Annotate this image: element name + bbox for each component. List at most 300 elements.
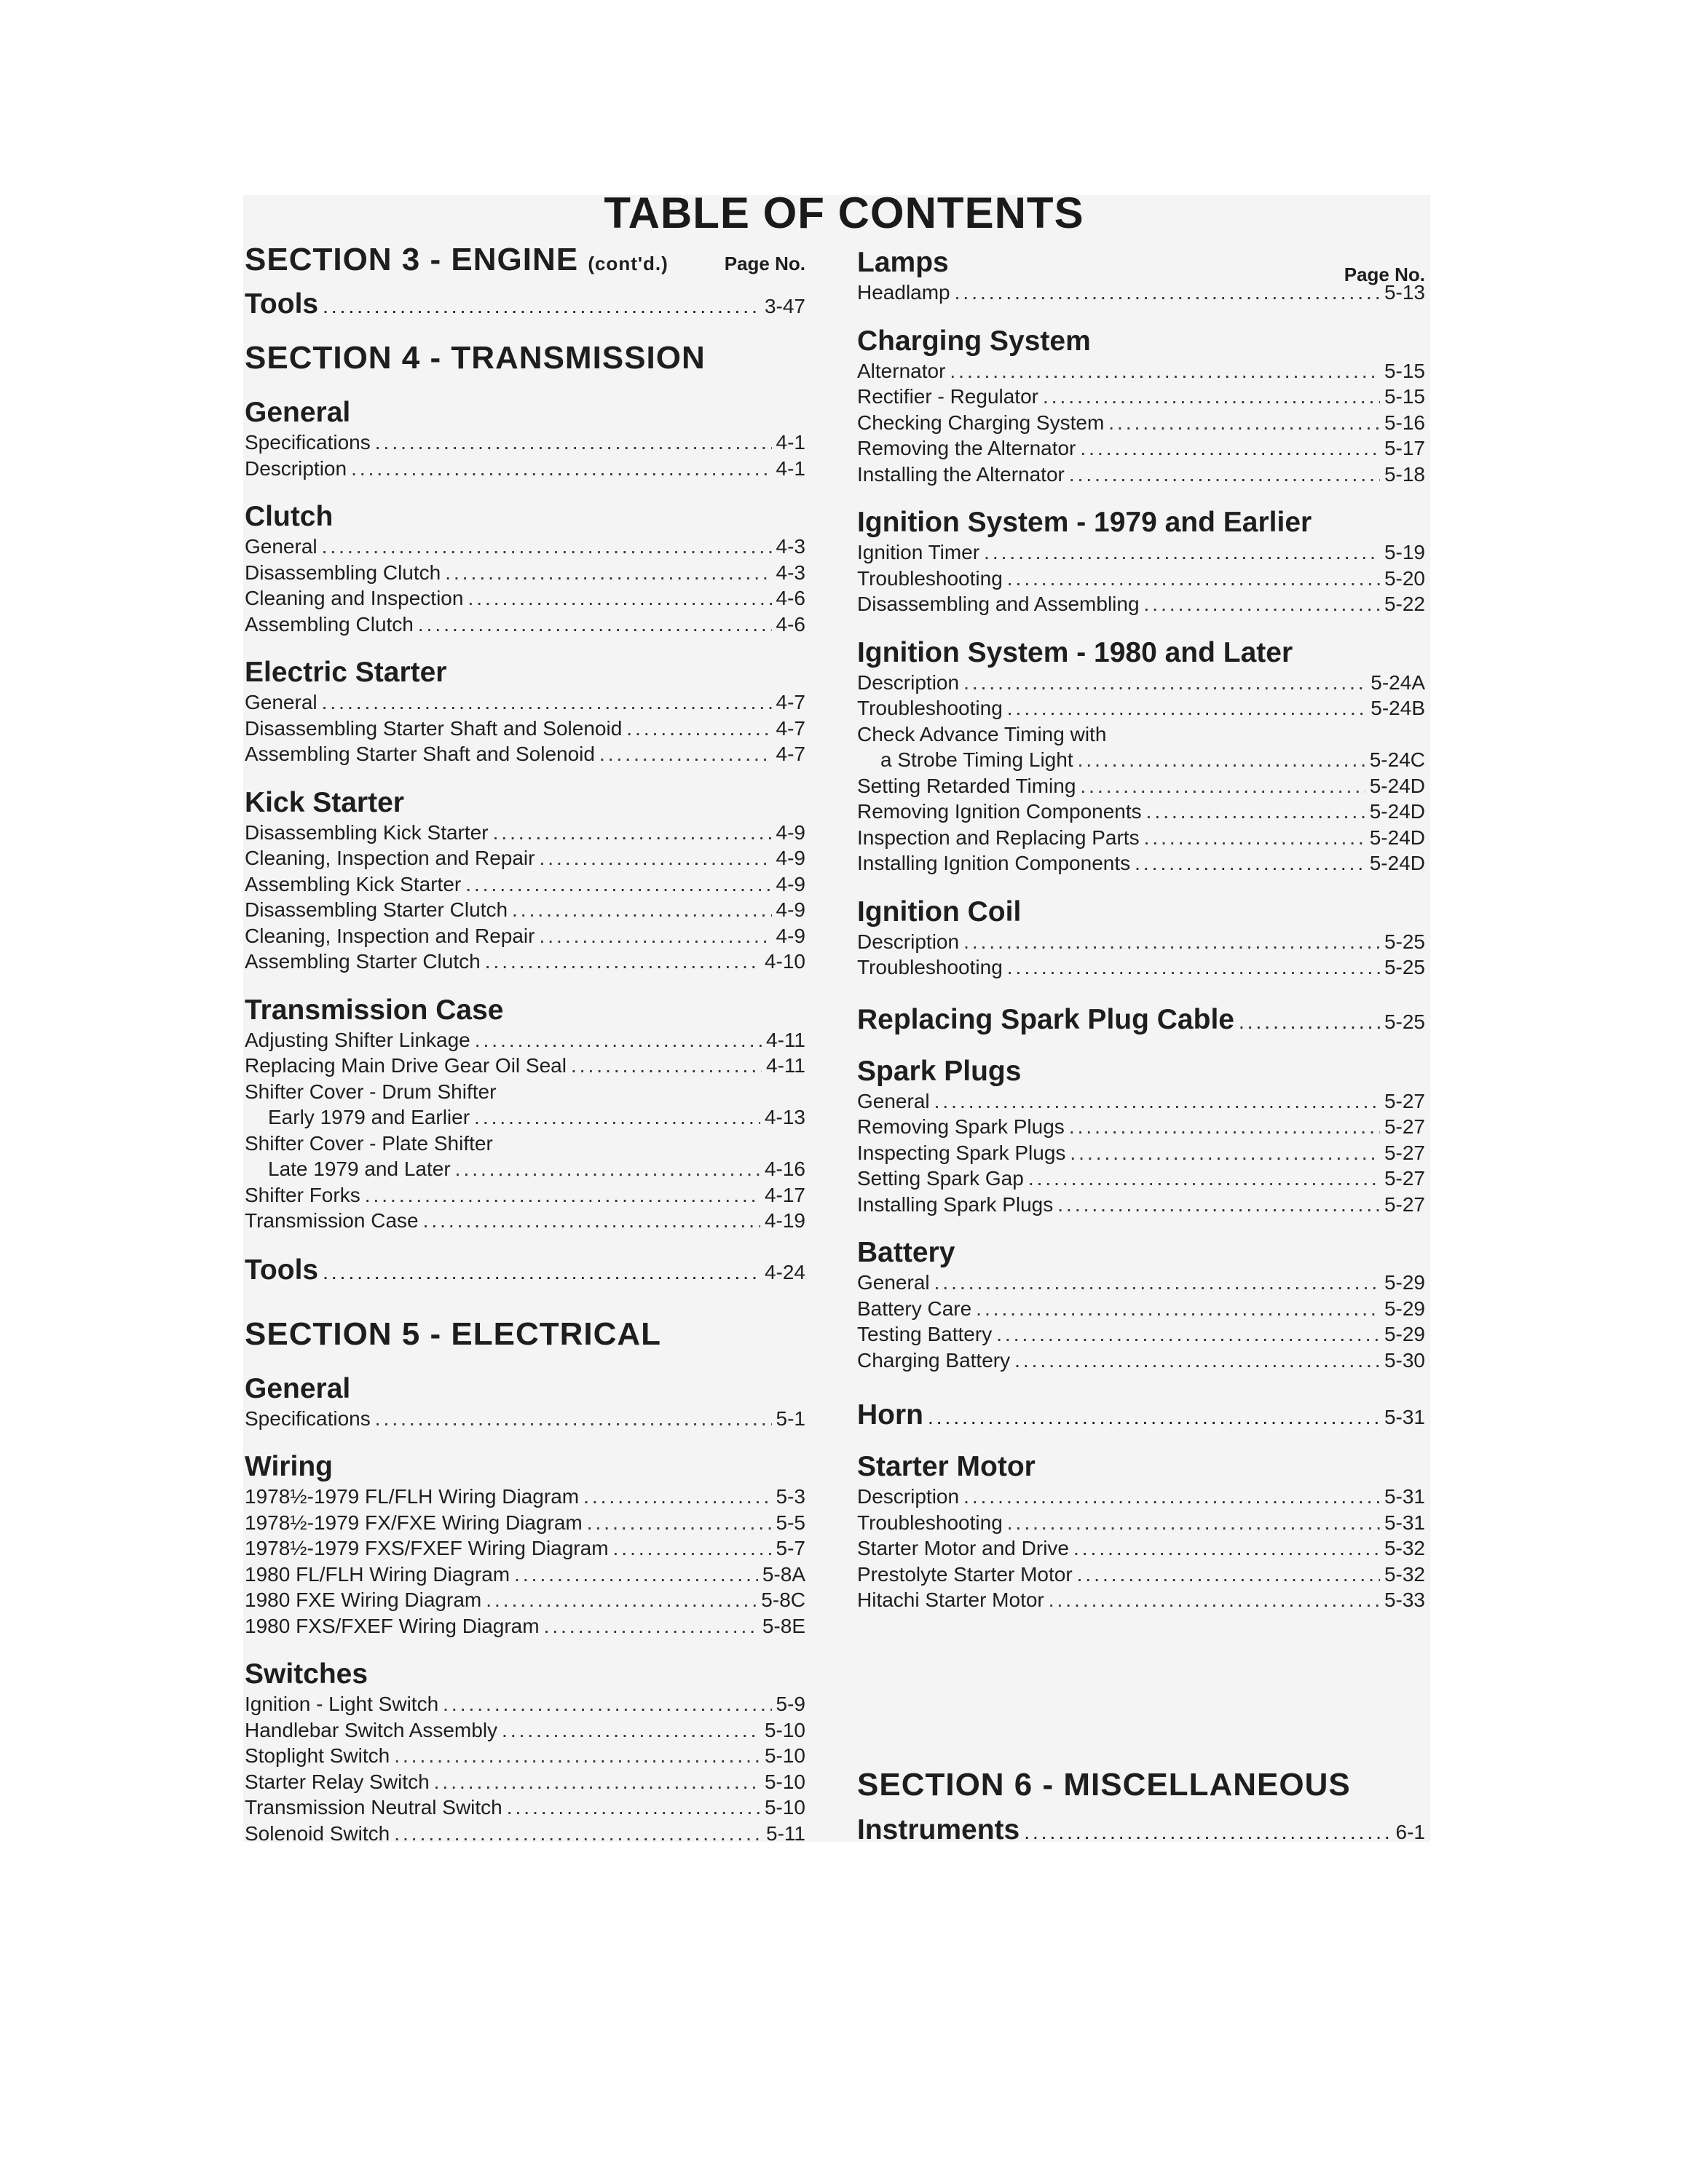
- toc-entry-label: Specifications: [245, 1406, 371, 1430]
- toc-entry[interactable]: [857, 1088, 1425, 1115]
- leader-dots: [963, 929, 1380, 955]
- toc-entry-label: Disassembling Starter Clutch: [245, 898, 508, 921]
- toc-entry[interactable]: [245, 1691, 805, 1717]
- toc-entry-page: 5-27: [1384, 1141, 1425, 1164]
- toc-entry-label: Replacing Main Drive Gear Oil Seal: [245, 1054, 567, 1077]
- toc-entry[interactable]: [857, 799, 1425, 825]
- leader-dots: [1135, 850, 1365, 877]
- leader-dots: [963, 1484, 1380, 1510]
- leader-dots: [1146, 799, 1365, 825]
- toc-entry[interactable]: [857, 1270, 1425, 1296]
- toc-entry-label: 1978½-1979 FXS/FXEF Wiring Diagram: [245, 1537, 609, 1559]
- toc-entry-label: Transmission Case: [245, 1209, 419, 1232]
- group-title: Ignition Coil: [857, 895, 1022, 927]
- toc-entry-page: 5-15: [1384, 385, 1425, 408]
- leader-dots: [996, 1321, 1380, 1348]
- toc-entry-label: Early 1979 and Earlier: [268, 1106, 470, 1128]
- leader-dots: [1014, 1348, 1380, 1374]
- toc-entry-label: Shifter Cover - Drum Shifter: [245, 1080, 497, 1103]
- group-title: Kick Starter: [245, 786, 404, 818]
- toc-entry-label: Removing the Alternator: [857, 437, 1076, 459]
- leader-dots: [493, 820, 772, 846]
- toc-entry[interactable]: [857, 1114, 1425, 1140]
- toc-entry-spark-plug-cable[interactable]: [857, 1004, 1425, 1036]
- leader-dots: [455, 1156, 760, 1182]
- toc-entry[interactable]: [857, 1296, 1425, 1322]
- leader-dots: [514, 1562, 758, 1588]
- toc-entry-label: General: [857, 1089, 930, 1112]
- leader-dots: [322, 534, 772, 560]
- toc-entry-label: Disassembling Kick Starter: [245, 820, 489, 844]
- toc-entry[interactable]: [245, 1821, 805, 1847]
- toc-entry-label: 1980 FL/FLH Wiring Diagram: [245, 1562, 510, 1586]
- toc-entry[interactable]: [245, 820, 805, 846]
- leader-dots: [323, 1261, 760, 1284]
- toc-entry-page: 5-24B: [1370, 697, 1425, 719]
- leader-dots: [1080, 435, 1380, 462]
- leader-dots: [394, 1743, 760, 1769]
- toc-entry-page: 4-3: [776, 535, 805, 558]
- toc-entry[interactable]: [245, 716, 805, 742]
- toc-entry[interactable]: [245, 534, 805, 560]
- toc-entry-page: 5-8E: [762, 1614, 805, 1637]
- toc-entry[interactable]: [857, 695, 1425, 721]
- leader-dots: [1080, 773, 1365, 799]
- toc-entry-page: 5-33: [1384, 1588, 1425, 1611]
- leader-dots: [1239, 1010, 1380, 1034]
- toc-entry[interactable]: [857, 670, 1425, 696]
- toc-entry-page: 5-27: [1384, 1115, 1425, 1138]
- toc-entry-label: Battery Care: [857, 1297, 972, 1320]
- toc-entry-instruments[interactable]: [857, 1814, 1425, 1846]
- toc-entry[interactable]: [245, 612, 805, 638]
- group-title: Clutch: [245, 501, 334, 532]
- toc-entry[interactable]: [245, 1510, 805, 1536]
- toc-entry-label: Description: [857, 1485, 960, 1508]
- toc-entry-page: 5-31: [1384, 1511, 1425, 1534]
- toc-entry[interactable]: [857, 929, 1425, 955]
- leader-dots: [984, 539, 1380, 566]
- toc-entry[interactable]: [245, 1156, 805, 1182]
- toc-entry[interactable]: [245, 456, 805, 482]
- toc-entry[interactable]: [245, 897, 805, 923]
- toc-entry-label: Setting Spark Gap: [857, 1167, 1024, 1190]
- toc-entry[interactable]: [857, 1562, 1425, 1588]
- toc-entry-page: 4-6: [776, 587, 805, 609]
- right-column: [857, 246, 1425, 1846]
- page-no-label: Page No.: [1344, 264, 1425, 285]
- toc-entry-label: Installing the Alternator: [857, 462, 1065, 486]
- toc-entry-label: Shifter Forks: [245, 1183, 360, 1206]
- toc-entry[interactable]: [857, 1535, 1425, 1562]
- leader-dots: [544, 1613, 758, 1639]
- leader-dots: [365, 1182, 760, 1208]
- toc-entry-label: Cleaning, Inspection and Repair: [245, 847, 535, 869]
- toc-entry-page: 5-24D: [1369, 800, 1425, 823]
- toc-entry-label: Late 1979 and Later: [268, 1158, 451, 1180]
- toc-entry[interactable]: [857, 435, 1425, 462]
- leader-dots: [434, 1769, 760, 1795]
- toc-entry-label: Installing Ignition Components: [857, 852, 1131, 874]
- toc-entry-page: 4-1: [776, 431, 805, 454]
- toc-entry-label: General: [857, 1271, 930, 1294]
- toc-entry[interactable]: [857, 566, 1425, 592]
- toc-entry-label: Removing Ignition Components: [857, 800, 1142, 823]
- toc-entry-page: 4-19: [764, 1209, 805, 1232]
- toc-entry-page: 4-9: [776, 820, 805, 844]
- toc-entry[interactable]: [245, 1131, 805, 1157]
- leader-dots: [474, 1104, 760, 1131]
- section-5-groups: [245, 1372, 805, 1847]
- toc-entry-label: Alternator: [857, 359, 946, 382]
- leader-dots: [626, 716, 771, 742]
- toc-entry[interactable]: [857, 1192, 1425, 1218]
- leader-dots: [375, 430, 772, 456]
- toc-entry-page: 4-1: [776, 456, 805, 480]
- toc-entry-page: 5-18: [1384, 462, 1425, 486]
- toc-entry-page: 5-27: [1384, 1167, 1425, 1190]
- leader-dots: [323, 295, 760, 318]
- toc-entry-page: 4-9: [776, 872, 805, 895]
- toc-entry-page: 6-1: [1395, 1820, 1425, 1843]
- toc-entry-page: 5-24D: [1369, 774, 1425, 797]
- toc-entry[interactable]: [857, 591, 1425, 617]
- leader-dots: [512, 897, 772, 923]
- leader-dots: [1144, 591, 1380, 617]
- toc-entry-label: Troubleshooting: [857, 566, 1003, 590]
- leader-dots: [1043, 384, 1380, 410]
- toc-entry-label: Charging Battery: [857, 1348, 1011, 1372]
- toc-entry-page: 4-7: [776, 716, 805, 740]
- group-title: Electric Starter: [245, 657, 447, 688]
- right-groups-3: [857, 1450, 1425, 1613]
- toc-entry[interactable]: [245, 1717, 805, 1744]
- toc-entry-label: Troubleshooting: [857, 1511, 1003, 1534]
- group-title: Ignition System - 1979 and Earlier: [857, 507, 1312, 538]
- toc-entry[interactable]: [245, 1053, 805, 1079]
- toc-entry-page: 5-16: [1384, 411, 1425, 434]
- leader-dots: [507, 1795, 760, 1821]
- toc-entry-label: Specifications: [245, 431, 371, 454]
- page-title: TABLE OF CONTENTS: [604, 189, 1084, 237]
- leader-dots: [1049, 1587, 1380, 1613]
- toc-entry-label: Starter Motor and Drive: [857, 1537, 1069, 1559]
- toc-entry-page: 5-3: [776, 1485, 805, 1508]
- leader-dots: [445, 560, 771, 586]
- toc-entry[interactable]: [245, 1535, 805, 1562]
- toc-entry-label: Solenoid Switch: [245, 1821, 390, 1845]
- toc-entry-page: 4-7: [776, 691, 805, 713]
- toc-entry-label: Cleaning, Inspection and Repair: [245, 924, 535, 947]
- toc-entry[interactable]: [857, 1510, 1425, 1536]
- toc-entry[interactable]: [245, 430, 805, 456]
- toc-entry-page: 5-32: [1384, 1537, 1425, 1559]
- toc-entry[interactable]: [857, 747, 1425, 773]
- toc-entry-page: 5-11: [766, 1821, 805, 1845]
- toc-entry[interactable]: [857, 539, 1425, 566]
- leader-dots: [928, 1406, 1380, 1429]
- toc-entry-page: 5-29: [1384, 1323, 1425, 1345]
- toc-entry[interactable]: [245, 845, 805, 871]
- toc-entry[interactable]: [857, 1321, 1425, 1348]
- leader-dots: [418, 612, 772, 638]
- group-title: Wiring: [245, 1451, 333, 1482]
- leader-dots: [539, 845, 771, 871]
- toc-entry-page: 4-17: [764, 1183, 805, 1206]
- leader-dots: [351, 456, 771, 482]
- toc-entry-label: Prestolyte Starter Motor: [857, 1562, 1073, 1586]
- leader-dots: [1007, 695, 1367, 721]
- leader-dots: [423, 1208, 760, 1234]
- group-title: Switches: [245, 1658, 368, 1690]
- toc-entry-label: General: [245, 691, 318, 713]
- leader-dots: [1007, 1510, 1380, 1536]
- toc-entry-page: 5-30: [1384, 1348, 1425, 1372]
- toc-entry-label: Inspection and Replacing Parts: [857, 826, 1140, 849]
- toc-entry-label: Disassembling Starter Shaft and Solenoid: [245, 716, 623, 740]
- toc-entry-label: Inspecting Spark Plugs: [857, 1141, 1066, 1164]
- leader-dots: [443, 1691, 771, 1717]
- toc-entry[interactable]: [245, 1027, 805, 1053]
- toc-entry[interactable]: [245, 1406, 805, 1432]
- toc-entry-label: Horn: [857, 1399, 923, 1431]
- group-title: General: [245, 397, 351, 428]
- toc-entry-label: Stoplight Switch: [245, 1744, 390, 1767]
- toc-entry-page: 5-20: [1384, 566, 1425, 590]
- toc-entry-label: Cleaning and Inspection: [245, 587, 464, 609]
- leader-dots: [1069, 1114, 1380, 1140]
- toc-entry-label: Hitachi Starter Motor: [857, 1588, 1044, 1611]
- toc-entry-label: Tools: [245, 1254, 319, 1286]
- toc-entry-tools-3[interactable]: [245, 288, 805, 320]
- toc-entry-label: Disassembling Clutch: [245, 561, 441, 584]
- toc-entry-label: Transmission Neutral Switch: [245, 1796, 502, 1819]
- group-title: Charging System: [857, 325, 1091, 357]
- toc-entry[interactable]: [857, 1484, 1425, 1510]
- toc-entry-label: Handlebar Switch Assembly: [245, 1718, 498, 1741]
- leader-dots: [963, 670, 1366, 696]
- right-groups-1: [857, 246, 1425, 981]
- leader-dots: [1007, 954, 1380, 981]
- leader-dots: [583, 1484, 771, 1510]
- section-3-contd: (cont'd.): [588, 253, 669, 274]
- toc-entry-page: 4-9: [776, 924, 805, 947]
- toc-entry[interactable]: [245, 741, 805, 767]
- section-4-groups: [245, 396, 805, 1234]
- group-title: Spark Plugs: [857, 1055, 1022, 1087]
- leader-dots: [934, 1088, 1380, 1115]
- toc-entry-label: Headlamp: [857, 281, 950, 304]
- toc-entry-label: General: [245, 535, 318, 558]
- toc-entry-label: Starter Relay Switch: [245, 1770, 430, 1793]
- group-title: General: [245, 1372, 351, 1404]
- toc-entry-label: Check Advance Timing with: [857, 722, 1107, 745]
- leader-dots: [486, 1587, 757, 1613]
- toc-entry-label: Rectifier - Regulator: [857, 385, 1038, 408]
- toc-entry-page: 5-27: [1384, 1089, 1425, 1112]
- toc-entry[interactable]: [245, 689, 805, 716]
- toc-entry-label: Ignition Timer: [857, 541, 980, 563]
- toc-entry-page: 5-15: [1384, 359, 1425, 382]
- toc-entry-page: 5-32: [1384, 1562, 1425, 1586]
- toc-entry-label: Description: [857, 670, 960, 694]
- toc-entry-page: 4-11: [766, 1054, 805, 1077]
- toc-entry-page: 4-9: [776, 847, 805, 869]
- section-3-title-text: SECTION 3 - ENGINE: [245, 242, 579, 277]
- toc-entry[interactable]: [857, 825, 1425, 851]
- toc-entry-page: 4-13: [764, 1106, 805, 1128]
- leader-dots: [1073, 1535, 1380, 1562]
- toc-entry-page: 5-31: [1384, 1406, 1425, 1428]
- toc-entry[interactable]: [245, 1182, 805, 1208]
- toc-entry-tools-4[interactable]: [245, 1254, 805, 1286]
- toc-entry-label: Replacing Spark Plug Cable: [857, 1003, 1234, 1035]
- toc-entry-page: 5-25: [1384, 956, 1425, 978]
- leader-dots: [1028, 1166, 1380, 1192]
- toc-entry[interactable]: [245, 1104, 805, 1131]
- toc-entry-page: 5-29: [1384, 1297, 1425, 1320]
- toc-entry-label: Description: [245, 456, 347, 480]
- toc-entry-label: Checking Charging System: [857, 411, 1105, 434]
- toc-entry[interactable]: [245, 1208, 805, 1234]
- toc-entry-page: 4-9: [776, 898, 805, 921]
- toc-entry[interactable]: [245, 871, 805, 898]
- toc-entry[interactable]: [857, 850, 1425, 877]
- toc-entry[interactable]: [857, 1348, 1425, 1374]
- toc-entry[interactable]: [245, 949, 805, 975]
- leader-dots: [539, 923, 771, 949]
- toc-entry[interactable]: [857, 721, 1425, 748]
- toc-entry-label: Ignition - Light Switch: [245, 1693, 439, 1715]
- toc-entry-label: Testing Battery: [857, 1323, 993, 1345]
- leader-dots: [571, 1053, 762, 1079]
- toc-entry-page: 5-31: [1384, 1485, 1425, 1508]
- toc-entry[interactable]: [857, 1587, 1425, 1613]
- toc-entry-label: Troubleshooting: [857, 956, 1003, 978]
- leader-dots: [465, 871, 771, 898]
- section-6-title: SECTION 6 - MISCELLANEOUS: [857, 1766, 1351, 1803]
- right-groups-2: [857, 1055, 1425, 1374]
- toc-entry-page: 5-8A: [762, 1562, 805, 1586]
- leader-dots: [1007, 566, 1380, 592]
- toc-entry[interactable]: [245, 1562, 805, 1588]
- toc-entry-page: 5-24D: [1369, 826, 1425, 849]
- toc-entry-page: 5-10: [764, 1796, 805, 1819]
- toc-entry-page: 3-47: [764, 295, 805, 317]
- toc-entry[interactable]: [245, 560, 805, 586]
- toc-entry-page: 5-13: [1384, 281, 1425, 304]
- toc-entry-page: 4-10: [764, 950, 805, 973]
- leader-dots: [950, 358, 1380, 384]
- toc-entry-page: 5-24D: [1369, 852, 1425, 874]
- toc-entry[interactable]: [245, 1613, 805, 1639]
- toc-entry[interactable]: [245, 1743, 805, 1769]
- leader-dots: [1057, 1192, 1380, 1218]
- toc-entry[interactable]: [857, 773, 1425, 799]
- leader-dots: [322, 689, 772, 716]
- toc-entry-label: Removing Spark Plugs: [857, 1115, 1065, 1138]
- toc-entry-label: Assembling Starter Shaft and Solenoid: [245, 743, 595, 765]
- toc-entry[interactable]: [245, 1795, 805, 1821]
- leader-dots: [1069, 462, 1380, 488]
- toc-entry[interactable]: [245, 1484, 805, 1510]
- toc-entry[interactable]: [857, 1166, 1425, 1192]
- toc-entry-page: 5-22: [1384, 593, 1425, 615]
- toc-entry-page: 4-7: [776, 743, 805, 765]
- toc-entry-page: 5-1: [776, 1406, 805, 1430]
- toc-entry[interactable]: [857, 410, 1425, 436]
- toc-entry-label: 1978½-1979 FX/FXE Wiring Diagram: [245, 1511, 583, 1534]
- left-column: [245, 242, 805, 1846]
- toc-entry-horn[interactable]: [857, 1399, 1425, 1431]
- toc-entry-page: 5-29: [1384, 1271, 1425, 1294]
- toc-entry-label: Instruments: [857, 1813, 1020, 1845]
- toc-entry[interactable]: [857, 358, 1425, 384]
- toc-entry-page: 5-10: [764, 1744, 805, 1767]
- toc-entry-label: Adjusting Shifter Linkage: [245, 1028, 470, 1051]
- leader-dots: [1078, 747, 1365, 773]
- toc-entry-page: 5-25: [1384, 1010, 1425, 1033]
- toc-entry[interactable]: [857, 1140, 1425, 1166]
- leader-dots: [934, 1270, 1380, 1296]
- toc-entry-label: Assembling Starter Clutch: [245, 950, 481, 973]
- toc-entry-page: 5-24A: [1370, 670, 1425, 694]
- toc-entry-label: 1980 FXS/FXEF Wiring Diagram: [245, 1614, 540, 1637]
- toc-entry-page: 5-24C: [1369, 748, 1425, 771]
- toc-entry-page: 5-9: [776, 1693, 805, 1715]
- toc-entry[interactable]: [245, 1079, 805, 1105]
- leader-dots: [613, 1535, 772, 1562]
- toc-entry-label: Assembling Kick Starter: [245, 872, 462, 895]
- toc-entry[interactable]: [245, 1769, 805, 1795]
- leader-dots: [587, 1510, 772, 1536]
- leader-dots: [394, 1821, 762, 1847]
- toc-entry-label: Tools: [245, 288, 319, 320]
- toc-entry-page: 5-10: [764, 1718, 805, 1741]
- toc-entry-page: 5-10: [764, 1770, 805, 1793]
- toc-entry-label: Assembling Clutch: [245, 612, 414, 636]
- toc-entry[interactable]: [857, 462, 1425, 488]
- toc-entry[interactable]: [857, 954, 1425, 981]
- toc-entry-page: 4-24: [764, 1260, 805, 1283]
- toc-entry-page: 4-16: [764, 1158, 805, 1180]
- group-title: Ignition System - 1980 and Later: [857, 636, 1293, 668]
- toc-entry[interactable]: [245, 585, 805, 612]
- group-title: Transmission Case: [245, 994, 504, 1026]
- toc-entry-label: Setting Retarded Timing: [857, 774, 1076, 797]
- group-title: Battery: [857, 1237, 955, 1268]
- toc-entry-label: Troubleshooting: [857, 697, 1003, 719]
- leader-dots: [1144, 825, 1365, 851]
- toc-entry[interactable]: [245, 1587, 805, 1613]
- leader-dots: [599, 741, 772, 767]
- leader-dots: [1108, 410, 1380, 436]
- section-5-title: SECTION 5 - ELECTRICAL: [245, 1315, 662, 1352]
- toc-entry-page: 4-11: [766, 1028, 805, 1051]
- group-title: Starter Motor: [857, 1451, 1036, 1482]
- toc-entry[interactable]: [857, 384, 1425, 410]
- toc-entry-page: 5-17: [1384, 437, 1425, 459]
- group-title: Lamps: [857, 247, 949, 278]
- toc-entry-label: 1980 FXE Wiring Diagram: [245, 1588, 482, 1611]
- toc-entry-page: 5-7: [776, 1537, 805, 1559]
- section-3-title: [245, 242, 669, 278]
- toc-entry[interactable]: [857, 280, 1425, 306]
- toc-entry-label: Disassembling and Assembling: [857, 593, 1140, 615]
- toc-entry-label: Description: [857, 930, 960, 953]
- toc-entry[interactable]: [245, 923, 805, 949]
- page-no-label: Page No.: [724, 253, 805, 274]
